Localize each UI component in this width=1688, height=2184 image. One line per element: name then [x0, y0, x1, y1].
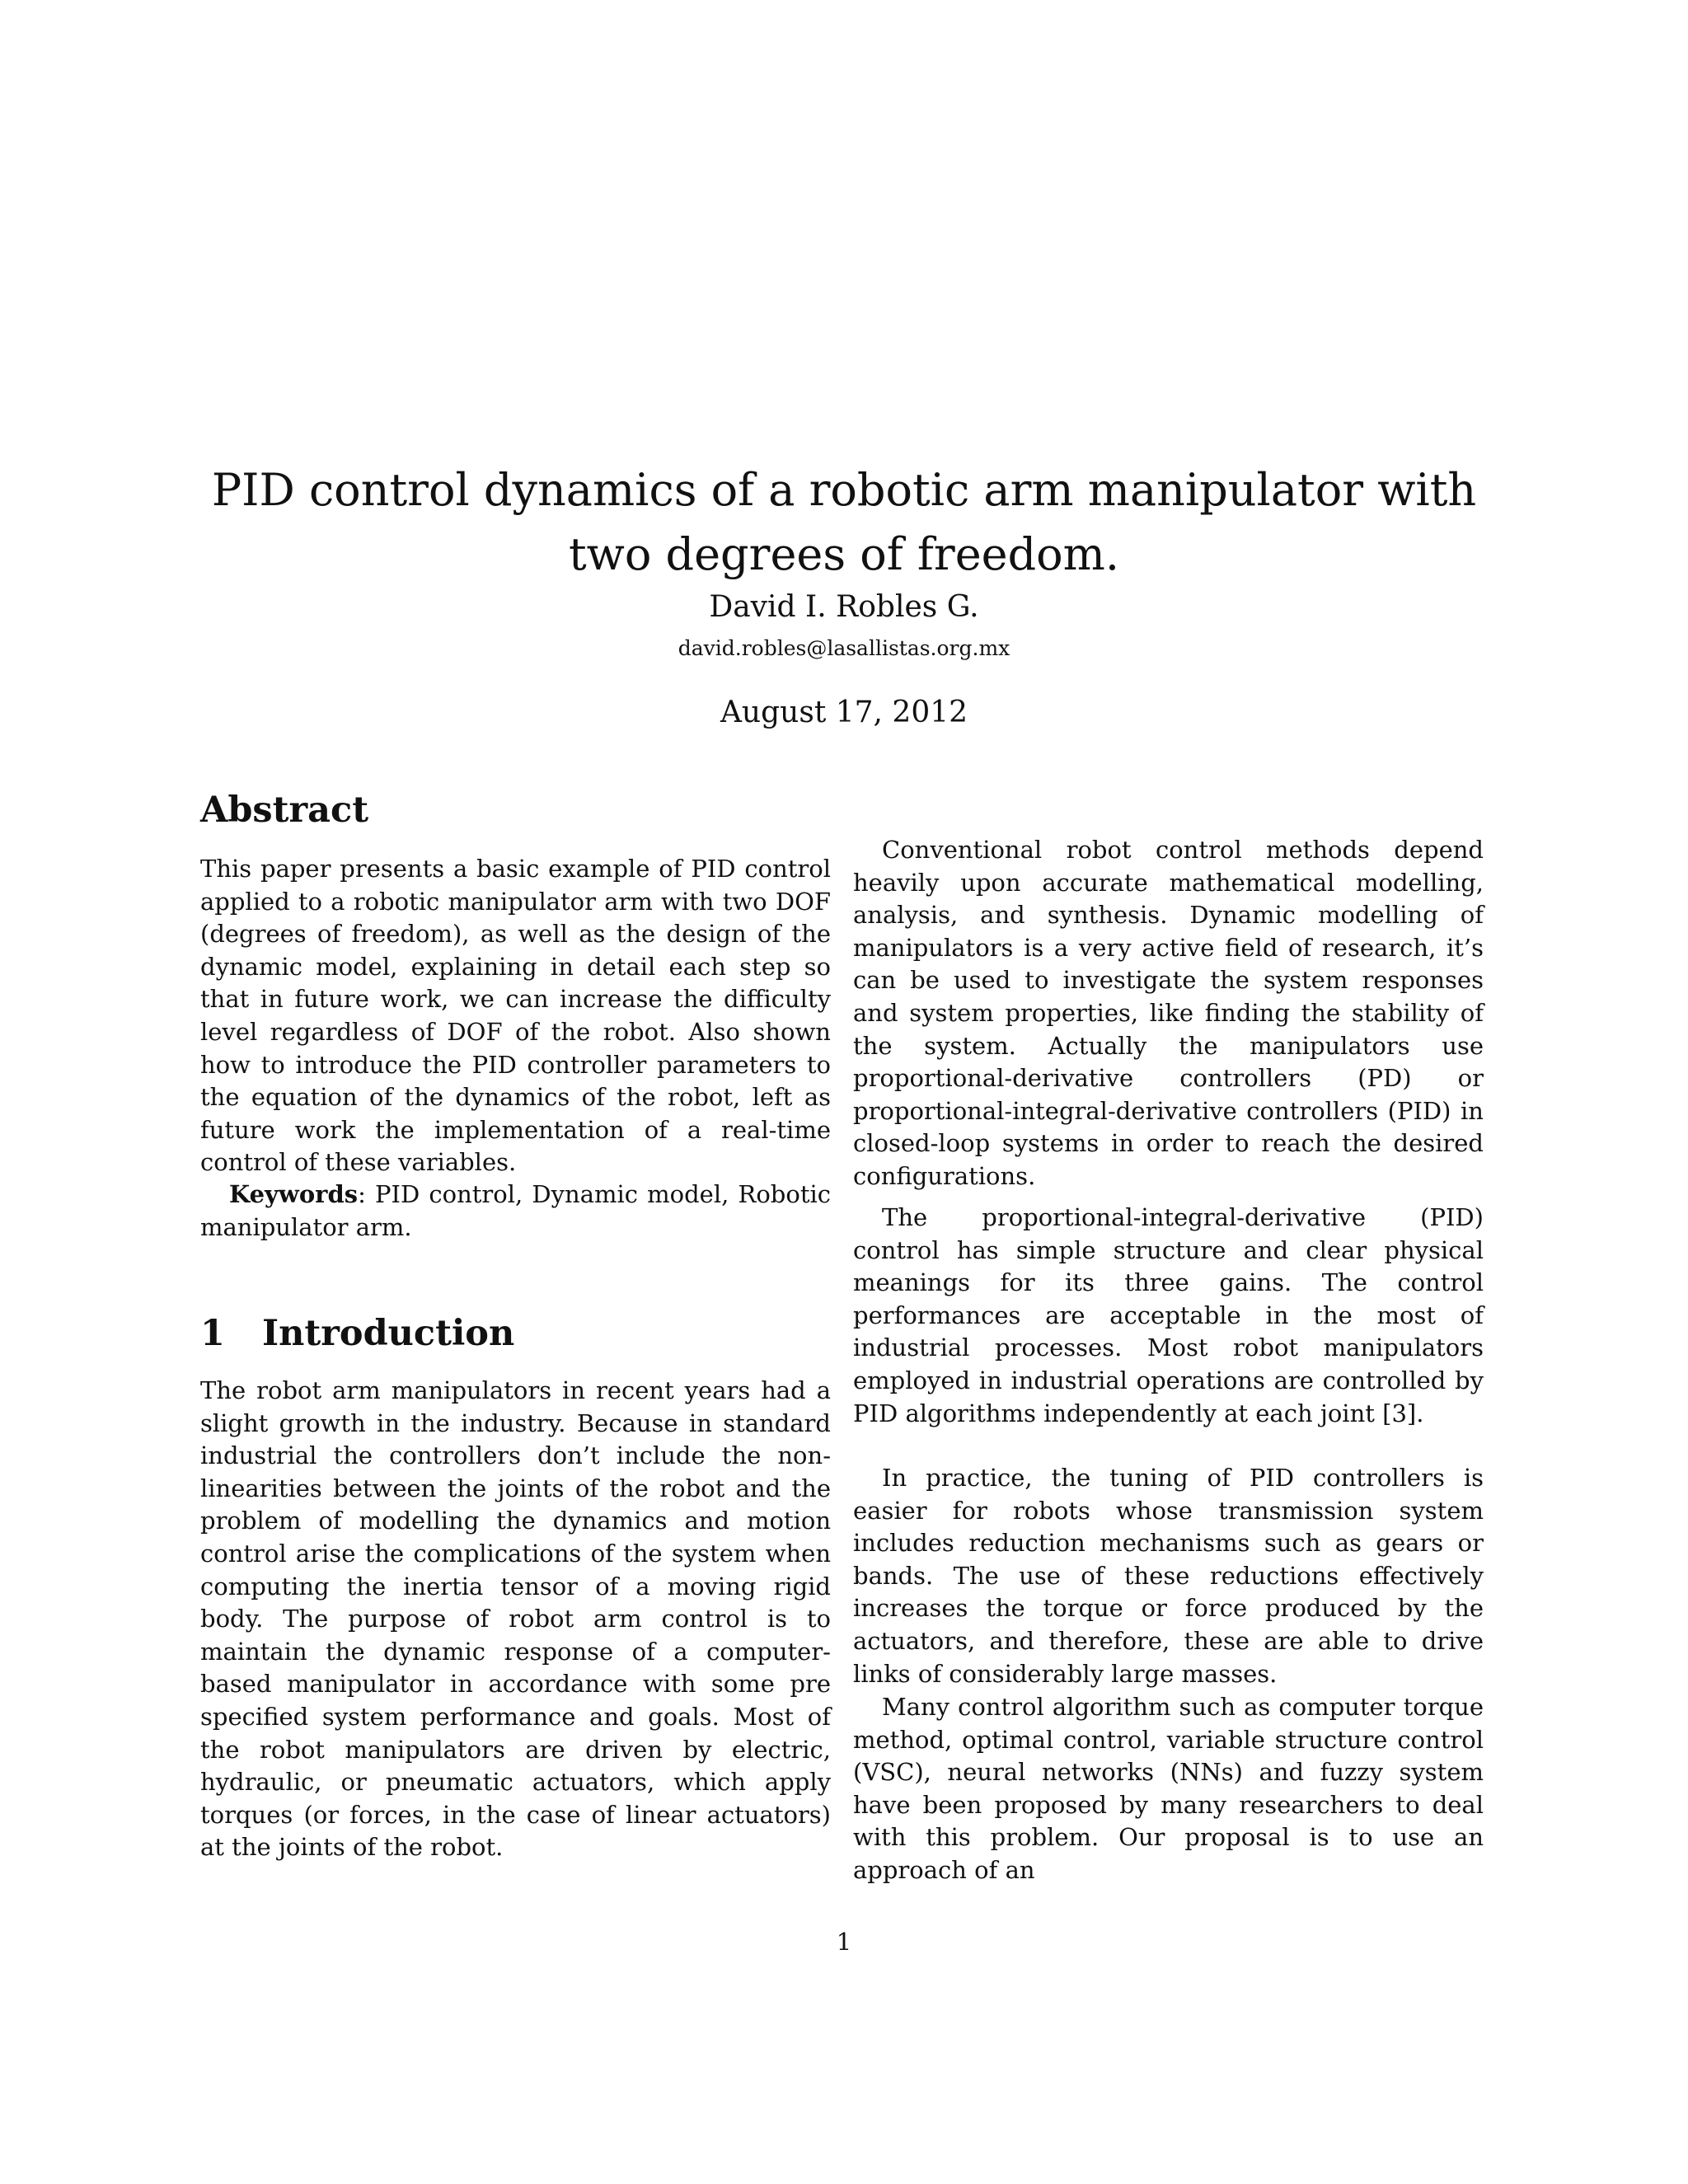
keywords: [200, 1179, 831, 1244]
page-number: 1: [836, 1928, 852, 1956]
abstract-text: This paper presents a basic example of PID control applied to a robotic manipulator arm with two DOF (degrees of freedom), as well as the design of the dynamic model, explaining in detail each step so that in future work, we can increase the difficulty level regardless of DOF of the robot. Also shown how to introduce the PID controller parameters to the equation of the dynamics of the robot, left as future work the implementation of a real-time control of these variables.: [200, 855, 831, 1177]
introduction-paragraph: The robot arm manipulators in recent years had a slight growth in the industry. Because in standard industrial the controllers don’t include the non-linearities between the joints of the robot and the problem of modelling the dynamics and motion control arise the complications of the system when computing the inertia tensor of a moving rigid body. The purpose of robot arm control is to maintain the dynamic response of a computer-based manipulator in accordance with some pre specified system performance and goals. Most of the robot manipulators are driven by electric, hydraulic, or pneumatic actuators, which apply torques (or forces, in the case of linear actuators) at the joints of the robot.: [200, 1376, 831, 1862]
keywords-label: Keywords: [229, 1180, 359, 1208]
author-email: david.robles@lasallistas.org.mx: [678, 636, 1010, 660]
publication-date: August 17, 2012: [720, 696, 968, 729]
author-name: David I. Robles G.: [709, 590, 979, 624]
right-paragraph-4: Many control algorithm such as computer torque method, optimal control, variable structure control (VSC), neural networks (NNs) and fuzzy system have been proposed by many researchers to deal with this problem. Our proposal is to use an approach of an: [853, 1693, 1484, 1884]
right-paragraph-3: In practice, the tuning of PID controllers is easier for robots whose transmission system includes reduction mechanisms such as gears or bands. The use of these reductions effectively increases the torque or force produced by the actuators, and therefore, these are able to drive links of considerably large masses.: [853, 1464, 1484, 1688]
abstract-heading: Abstract: [200, 790, 369, 831]
section-title: Introduction: [262, 1313, 515, 1354]
section-heading-introduction: [200, 1310, 514, 1357]
section-number: 1: [200, 1313, 225, 1354]
paper-title: PID control dynamics of a robotic arm manipulator with two degrees of freedom.: [211, 464, 1477, 581]
keywords-text: : PID control, Dynamic model, Robotic manipulator arm.: [200, 1180, 831, 1241]
right-paragraph-2: The proportional-integral-derivative (PID) control has simple structure and clear physical meanings for its three gains. The control performances are acceptable in the most of industrial processes. Most robot manipulators employed in industrial operations are controlled by PID algorithms independently at each joint [3].: [853, 1203, 1484, 1427]
right-paragraph-1: Conventional robot control methods depend heavily upon accurate mathematical modelling, analysis, and synthesis. Dynamic modelling of manipulators is a very active field of research, it’s can be used to investigate the system responses and system properties, like finding the stability of the system. Actually the manipulators use proportional-derivative controllers (PD) or proportional-integral-derivative controllers (PID) in closed-loop systems in order to reach the desired configurations.: [853, 836, 1484, 1190]
